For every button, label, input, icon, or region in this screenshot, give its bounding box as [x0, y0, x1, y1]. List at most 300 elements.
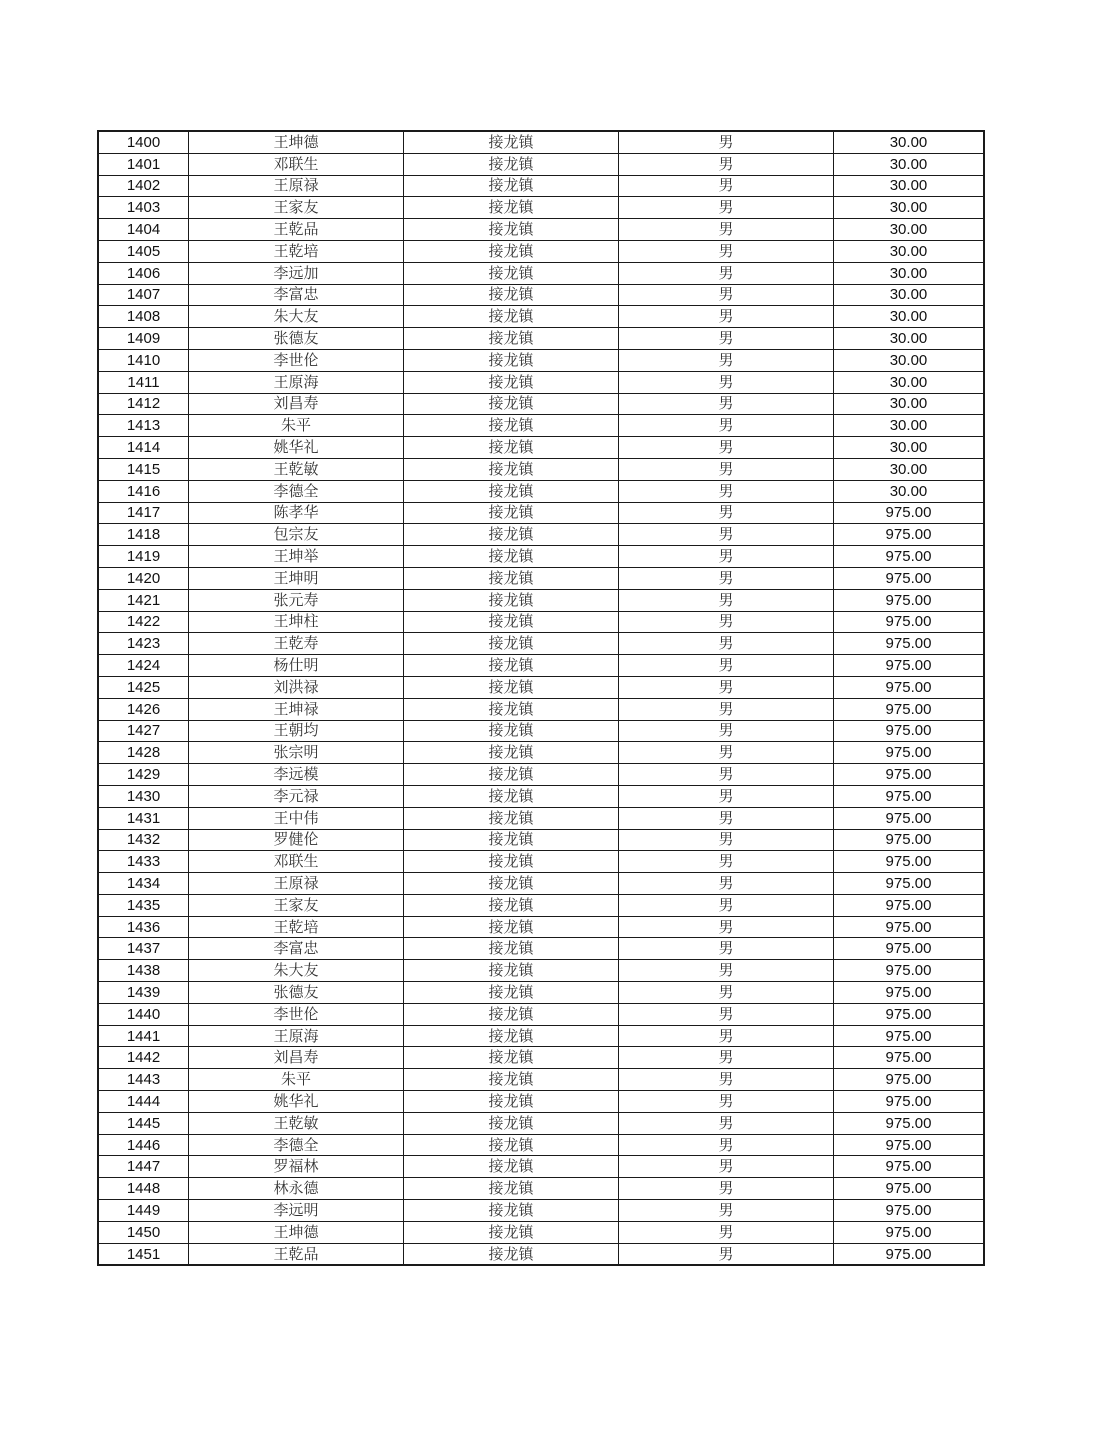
name-cell: 姚华礼	[189, 437, 404, 459]
row-number-cell: 1418	[98, 524, 189, 546]
row-number-cell: 1449	[98, 1200, 189, 1222]
town-cell: 接龙镇	[404, 1069, 619, 1091]
amount-cell: 975.00	[834, 1003, 985, 1025]
amount-cell: 30.00	[834, 131, 985, 153]
town-cell: 接龙镇	[404, 807, 619, 829]
name-cell: 王家友	[189, 197, 404, 219]
table-row	[98, 1047, 984, 1069]
amount-cell: 975.00	[834, 1047, 985, 1069]
row-number-cell: 1429	[98, 764, 189, 786]
town-cell: 接龙镇	[404, 1112, 619, 1134]
sex-cell: 男	[619, 437, 834, 459]
table-row	[98, 524, 984, 546]
sex-cell: 男	[619, 764, 834, 786]
amount-cell: 975.00	[834, 851, 985, 873]
sex-cell: 男	[619, 1200, 834, 1222]
amount-cell: 975.00	[834, 524, 985, 546]
table-row	[98, 960, 984, 982]
table-row	[98, 1178, 984, 1200]
row-number-cell: 1402	[98, 175, 189, 197]
sex-cell: 男	[619, 1025, 834, 1047]
town-cell: 接龙镇	[404, 589, 619, 611]
town-cell: 接龙镇	[404, 480, 619, 502]
name-cell: 罗福林	[189, 1156, 404, 1178]
name-cell: 李德全	[189, 1134, 404, 1156]
row-number-cell: 1442	[98, 1047, 189, 1069]
name-cell: 王坤德	[189, 131, 404, 153]
table-row	[98, 131, 984, 153]
town-cell: 接龙镇	[404, 960, 619, 982]
name-cell: 朱大友	[189, 306, 404, 328]
sex-cell: 男	[619, 1112, 834, 1134]
table-row	[98, 1003, 984, 1025]
sex-cell: 男	[619, 1091, 834, 1113]
sex-cell: 男	[619, 567, 834, 589]
table-row	[98, 175, 984, 197]
town-cell: 接龙镇	[404, 415, 619, 437]
sex-cell: 男	[619, 938, 834, 960]
amount-cell: 975.00	[834, 611, 985, 633]
table-row	[98, 284, 984, 306]
row-number-cell: 1424	[98, 655, 189, 677]
name-cell: 李富忠	[189, 284, 404, 306]
town-cell: 接龙镇	[404, 1178, 619, 1200]
town-cell: 接龙镇	[404, 349, 619, 371]
row-number-cell: 1446	[98, 1134, 189, 1156]
town-cell: 接龙镇	[404, 262, 619, 284]
sex-cell: 男	[619, 480, 834, 502]
amount-cell: 975.00	[834, 1069, 985, 1091]
name-cell: 张元寿	[189, 589, 404, 611]
town-cell: 接龙镇	[404, 175, 619, 197]
name-cell: 王乾培	[189, 916, 404, 938]
name-cell: 王乾品	[189, 219, 404, 241]
table-row	[98, 567, 984, 589]
name-cell: 李远模	[189, 764, 404, 786]
amount-cell: 30.00	[834, 240, 985, 262]
row-number-cell: 1439	[98, 982, 189, 1004]
town-cell: 接龙镇	[404, 546, 619, 568]
amount-cell: 975.00	[834, 916, 985, 938]
town-cell: 接龙镇	[404, 916, 619, 938]
row-number-cell: 1434	[98, 873, 189, 895]
table-row	[98, 1091, 984, 1113]
row-number-cell: 1405	[98, 240, 189, 262]
town-cell: 接龙镇	[404, 1025, 619, 1047]
town-cell: 接龙镇	[404, 742, 619, 764]
sex-cell: 男	[619, 698, 834, 720]
name-cell: 罗健伦	[189, 829, 404, 851]
amount-cell: 30.00	[834, 393, 985, 415]
name-cell: 姚华礼	[189, 1091, 404, 1113]
name-cell: 王坤禄	[189, 698, 404, 720]
amount-cell: 975.00	[834, 633, 985, 655]
amount-cell: 975.00	[834, 1156, 985, 1178]
row-number-cell: 1443	[98, 1069, 189, 1091]
name-cell: 林永德	[189, 1178, 404, 1200]
amount-cell: 975.00	[834, 807, 985, 829]
table-row	[98, 371, 984, 393]
name-cell: 陈孝华	[189, 502, 404, 524]
sex-cell: 男	[619, 676, 834, 698]
amount-cell: 975.00	[834, 655, 985, 677]
name-cell: 王坤明	[189, 567, 404, 589]
table-row	[98, 1069, 984, 1091]
sex-cell: 男	[619, 502, 834, 524]
town-cell: 接龙镇	[404, 698, 619, 720]
town-cell: 接龙镇	[404, 1003, 619, 1025]
amount-cell: 975.00	[834, 938, 985, 960]
row-number-cell: 1444	[98, 1091, 189, 1113]
amount-cell: 975.00	[834, 785, 985, 807]
name-cell: 李富忠	[189, 938, 404, 960]
table-row	[98, 676, 984, 698]
name-cell: 王中伟	[189, 807, 404, 829]
row-number-cell: 1407	[98, 284, 189, 306]
sex-cell: 男	[619, 589, 834, 611]
amount-cell: 30.00	[834, 437, 985, 459]
row-number-cell: 1450	[98, 1221, 189, 1243]
amount-cell: 975.00	[834, 894, 985, 916]
amount-cell: 30.00	[834, 306, 985, 328]
row-number-cell: 1425	[98, 676, 189, 698]
town-cell: 接龙镇	[404, 131, 619, 153]
table-row	[98, 306, 984, 328]
table-row	[98, 982, 984, 1004]
name-cell: 王原禄	[189, 175, 404, 197]
town-cell: 接龙镇	[404, 764, 619, 786]
sex-cell: 男	[619, 393, 834, 415]
row-number-cell: 1410	[98, 349, 189, 371]
row-number-cell: 1441	[98, 1025, 189, 1047]
town-cell: 接龙镇	[404, 611, 619, 633]
table-row	[98, 1025, 984, 1047]
town-cell: 接龙镇	[404, 676, 619, 698]
town-cell: 接龙镇	[404, 284, 619, 306]
name-cell: 李世伦	[189, 349, 404, 371]
table-row	[98, 153, 984, 175]
amount-cell: 975.00	[834, 698, 985, 720]
amount-cell: 975.00	[834, 546, 985, 568]
table-row	[98, 633, 984, 655]
sex-cell: 男	[619, 960, 834, 982]
amount-cell: 975.00	[834, 1112, 985, 1134]
town-cell: 接龙镇	[404, 502, 619, 524]
sex-cell: 男	[619, 1069, 834, 1091]
name-cell: 王朝均	[189, 720, 404, 742]
amount-cell: 975.00	[834, 829, 985, 851]
name-cell: 李世伦	[189, 1003, 404, 1025]
amount-cell: 975.00	[834, 742, 985, 764]
amount-cell: 975.00	[834, 873, 985, 895]
table-row	[98, 589, 984, 611]
table-row	[98, 393, 984, 415]
name-cell: 邓联生	[189, 153, 404, 175]
amount-cell: 975.00	[834, 589, 985, 611]
table-row	[98, 698, 984, 720]
row-number-cell: 1445	[98, 1112, 189, 1134]
town-cell: 接龙镇	[404, 982, 619, 1004]
town-cell: 接龙镇	[404, 873, 619, 895]
table-row	[98, 240, 984, 262]
name-cell: 李元禄	[189, 785, 404, 807]
amount-cell: 975.00	[834, 1091, 985, 1113]
sex-cell: 男	[619, 131, 834, 153]
row-number-cell: 1406	[98, 262, 189, 284]
town-cell: 接龙镇	[404, 655, 619, 677]
town-cell: 接龙镇	[404, 633, 619, 655]
table-row	[98, 262, 984, 284]
table-row	[98, 458, 984, 480]
sex-cell: 男	[619, 262, 834, 284]
town-cell: 接龙镇	[404, 1091, 619, 1113]
amount-cell: 30.00	[834, 197, 985, 219]
table-body	[98, 131, 984, 1265]
amount-cell: 975.00	[834, 764, 985, 786]
name-cell: 杨仕明	[189, 655, 404, 677]
sex-cell: 男	[619, 785, 834, 807]
town-cell: 接龙镇	[404, 851, 619, 873]
name-cell: 王原海	[189, 1025, 404, 1047]
row-number-cell: 1436	[98, 916, 189, 938]
sex-cell: 男	[619, 306, 834, 328]
sex-cell: 男	[619, 655, 834, 677]
name-cell: 王乾品	[189, 1243, 404, 1265]
row-number-cell: 1420	[98, 567, 189, 589]
town-cell: 接龙镇	[404, 785, 619, 807]
row-number-cell: 1409	[98, 328, 189, 350]
name-cell: 刘昌寿	[189, 1047, 404, 1069]
sex-cell: 男	[619, 633, 834, 655]
town-cell: 接龙镇	[404, 437, 619, 459]
amount-cell: 975.00	[834, 960, 985, 982]
name-cell: 张德友	[189, 328, 404, 350]
sex-cell: 男	[619, 240, 834, 262]
amount-cell: 975.00	[834, 1134, 985, 1156]
sex-cell: 男	[619, 916, 834, 938]
amount-cell: 30.00	[834, 349, 985, 371]
name-cell: 朱平	[189, 1069, 404, 1091]
row-number-cell: 1412	[98, 393, 189, 415]
name-cell: 王乾敏	[189, 458, 404, 480]
row-number-cell: 1437	[98, 938, 189, 960]
name-cell: 朱平	[189, 415, 404, 437]
name-cell: 张宗明	[189, 742, 404, 764]
name-cell: 王家友	[189, 894, 404, 916]
sex-cell: 男	[619, 894, 834, 916]
row-number-cell: 1435	[98, 894, 189, 916]
table-row	[98, 197, 984, 219]
amount-cell: 30.00	[834, 371, 985, 393]
town-cell: 接龙镇	[404, 567, 619, 589]
row-number-cell: 1400	[98, 131, 189, 153]
town-cell: 接龙镇	[404, 524, 619, 546]
sex-cell: 男	[619, 219, 834, 241]
town-cell: 接龙镇	[404, 458, 619, 480]
table-row	[98, 328, 984, 350]
sex-cell: 男	[619, 1047, 834, 1069]
town-cell: 接龙镇	[404, 1243, 619, 1265]
row-number-cell: 1414	[98, 437, 189, 459]
name-cell: 王原禄	[189, 873, 404, 895]
amount-cell: 30.00	[834, 153, 985, 175]
row-number-cell: 1403	[98, 197, 189, 219]
town-cell: 接龙镇	[404, 306, 619, 328]
sex-cell: 男	[619, 284, 834, 306]
table-row	[98, 1156, 984, 1178]
table-row	[98, 742, 984, 764]
town-cell: 接龙镇	[404, 371, 619, 393]
table-row	[98, 851, 984, 873]
sex-cell: 男	[619, 524, 834, 546]
table-row	[98, 785, 984, 807]
town-cell: 接龙镇	[404, 938, 619, 960]
sex-cell: 男	[619, 175, 834, 197]
sex-cell: 男	[619, 873, 834, 895]
name-cell: 王原海	[189, 371, 404, 393]
row-number-cell: 1413	[98, 415, 189, 437]
name-cell: 邓联生	[189, 851, 404, 873]
table-row	[98, 415, 984, 437]
town-cell: 接龙镇	[404, 1156, 619, 1178]
sex-cell: 男	[619, 153, 834, 175]
sex-cell: 男	[619, 328, 834, 350]
table-row	[98, 1221, 984, 1243]
table-row	[98, 546, 984, 568]
sex-cell: 男	[619, 829, 834, 851]
row-number-cell: 1451	[98, 1243, 189, 1265]
row-number-cell: 1432	[98, 829, 189, 851]
data-table	[97, 130, 985, 1266]
sex-cell: 男	[619, 1156, 834, 1178]
name-cell: 王坤举	[189, 546, 404, 568]
table-row	[98, 480, 984, 502]
table-row	[98, 1200, 984, 1222]
amount-cell: 975.00	[834, 1025, 985, 1047]
row-number-cell: 1433	[98, 851, 189, 873]
sex-cell: 男	[619, 1134, 834, 1156]
town-cell: 接龙镇	[404, 153, 619, 175]
amount-cell: 975.00	[834, 720, 985, 742]
table-row	[98, 611, 984, 633]
amount-cell: 30.00	[834, 480, 985, 502]
amount-cell: 30.00	[834, 284, 985, 306]
sex-cell: 男	[619, 1003, 834, 1025]
name-cell: 王坤德	[189, 1221, 404, 1243]
amount-cell: 975.00	[834, 1243, 985, 1265]
row-number-cell: 1408	[98, 306, 189, 328]
sex-cell: 男	[619, 1221, 834, 1243]
town-cell: 接龙镇	[404, 197, 619, 219]
table-row	[98, 720, 984, 742]
name-cell: 李德全	[189, 480, 404, 502]
row-number-cell: 1448	[98, 1178, 189, 1200]
row-number-cell: 1421	[98, 589, 189, 611]
sex-cell: 男	[619, 349, 834, 371]
name-cell: 王乾敏	[189, 1112, 404, 1134]
row-number-cell: 1416	[98, 480, 189, 502]
sex-cell: 男	[619, 851, 834, 873]
sex-cell: 男	[619, 807, 834, 829]
name-cell: 包宗友	[189, 524, 404, 546]
amount-cell: 975.00	[834, 567, 985, 589]
sex-cell: 男	[619, 982, 834, 1004]
amount-cell: 30.00	[834, 262, 985, 284]
amount-cell: 30.00	[834, 219, 985, 241]
row-number-cell: 1447	[98, 1156, 189, 1178]
table-row	[98, 437, 984, 459]
table-row	[98, 219, 984, 241]
table-row	[98, 1243, 984, 1265]
town-cell: 接龙镇	[404, 393, 619, 415]
sex-cell: 男	[619, 1243, 834, 1265]
town-cell: 接龙镇	[404, 829, 619, 851]
amount-cell: 30.00	[834, 458, 985, 480]
name-cell: 李远明	[189, 1200, 404, 1222]
table-row	[98, 873, 984, 895]
sex-cell: 男	[619, 611, 834, 633]
row-number-cell: 1438	[98, 960, 189, 982]
town-cell: 接龙镇	[404, 1134, 619, 1156]
name-cell: 刘昌寿	[189, 393, 404, 415]
amount-cell: 975.00	[834, 982, 985, 1004]
amount-cell: 30.00	[834, 328, 985, 350]
town-cell: 接龙镇	[404, 1200, 619, 1222]
amount-cell: 975.00	[834, 1178, 985, 1200]
amount-cell: 975.00	[834, 676, 985, 698]
row-number-cell: 1401	[98, 153, 189, 175]
amount-cell: 30.00	[834, 175, 985, 197]
town-cell: 接龙镇	[404, 240, 619, 262]
sex-cell: 男	[619, 1178, 834, 1200]
table-row	[98, 502, 984, 524]
amount-cell: 975.00	[834, 1221, 985, 1243]
name-cell: 刘洪禄	[189, 676, 404, 698]
table-row	[98, 894, 984, 916]
row-number-cell: 1422	[98, 611, 189, 633]
row-number-cell: 1404	[98, 219, 189, 241]
sex-cell: 男	[619, 742, 834, 764]
table-row	[98, 916, 984, 938]
row-number-cell: 1440	[98, 1003, 189, 1025]
name-cell: 王乾培	[189, 240, 404, 262]
name-cell: 李远加	[189, 262, 404, 284]
town-cell: 接龙镇	[404, 894, 619, 916]
town-cell: 接龙镇	[404, 1221, 619, 1243]
town-cell: 接龙镇	[404, 219, 619, 241]
table-row	[98, 938, 984, 960]
name-cell: 张德友	[189, 982, 404, 1004]
table-row	[98, 807, 984, 829]
table-row	[98, 829, 984, 851]
row-number-cell: 1415	[98, 458, 189, 480]
table-row	[98, 349, 984, 371]
row-number-cell: 1430	[98, 785, 189, 807]
name-cell: 王坤柱	[189, 611, 404, 633]
row-number-cell: 1417	[98, 502, 189, 524]
town-cell: 接龙镇	[404, 720, 619, 742]
row-number-cell: 1423	[98, 633, 189, 655]
table-row	[98, 1112, 984, 1134]
table-row	[98, 1134, 984, 1156]
row-number-cell: 1419	[98, 546, 189, 568]
sex-cell: 男	[619, 458, 834, 480]
amount-cell: 975.00	[834, 502, 985, 524]
row-number-cell: 1428	[98, 742, 189, 764]
table-row	[98, 655, 984, 677]
name-cell: 朱大友	[189, 960, 404, 982]
town-cell: 接龙镇	[404, 328, 619, 350]
